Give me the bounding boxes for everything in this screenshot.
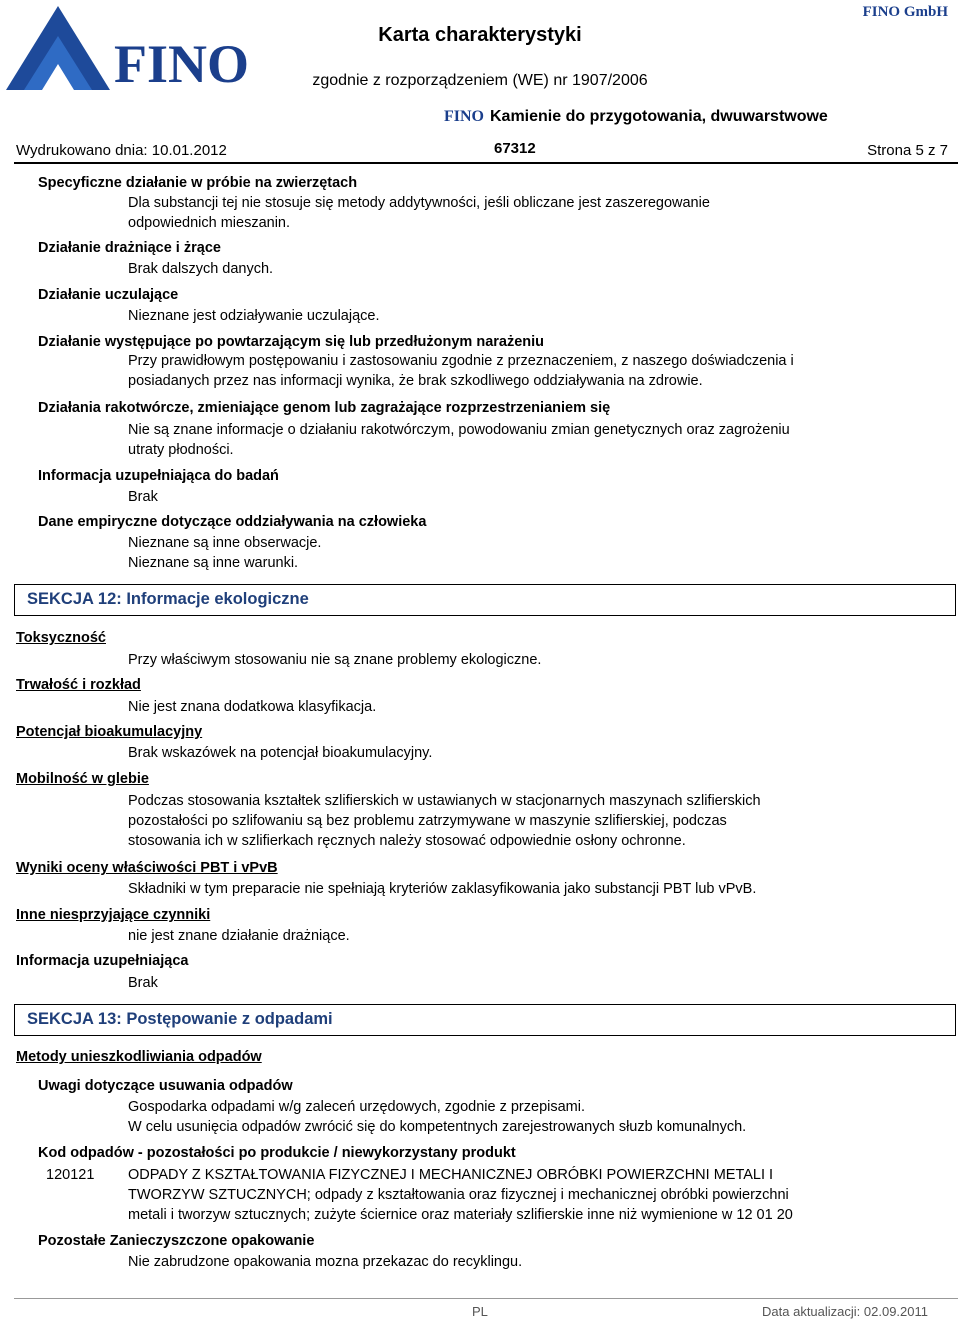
product-line (444, 108, 828, 126)
regulation-line: zgodnie z rozporządzeniem (WE) nr 1907/2006 (312, 72, 648, 89)
text-disposal-notes-2: W celu usunięcia odpadów zwrócić się do kompetentnych zarejestrowanych słuzb komunalnych. (128, 1119, 747, 1135)
footer-language: PL (472, 1304, 488, 1319)
text-human-data-2: Nieznane są inne warunki. (128, 555, 299, 571)
text-toxicity: Przy właściwym stosowaniu nie są znane problemy ekologiczne. (128, 652, 542, 668)
text-irritation: Brak dalszych danych. (128, 261, 274, 277)
text-soil-mobility-3: stosowania ich w szlifierkach ręcznych należy stosować odpowiednie osłony ochronne. (128, 833, 686, 849)
text-carcinogenic-1: Nie są znane informacje o działaniu rakotwórczym, powodowaniu zmian genetycznych oraz zagrożeniu (128, 422, 790, 438)
text-soil-mobility-2: pozostałości po szlifowaniu są bez problemu zatrzymywane w maszynie szlifierskiej, podczas (128, 813, 727, 829)
text-animal-test-1: Dla substancji tej nie stosuje się metody addytywności, jeśli obliczane jest zaszeregowanie (128, 195, 710, 211)
document-title: Karta charakterystyki (378, 24, 582, 46)
product-name: Kamienie do przygotowania, dwuwarstwowe (490, 108, 828, 125)
page-number: Strona 5 z 7 (867, 142, 948, 159)
heading-animal-test: Specyficzne działanie w próbie na zwierzętach (38, 175, 358, 191)
company-name: FINO GmbH (862, 4, 948, 20)
text-waste-code-3: metali i tworzyw sztucznych; zużyte ściernice oraz materiały szlifierskie inne niż wymienione w 12 01 20 (128, 1207, 793, 1223)
product-number: 67312 (494, 140, 536, 157)
footer-updated: Data aktualizacji: 02.09.2011 (762, 1304, 928, 1319)
heading-toxicity: Toksyczność (16, 630, 106, 646)
text-disposal-notes-1: Gospodarka odpadami w/g zaleceń urzędowych, zgodnie z przepisami. (128, 1099, 585, 1115)
text-repeated-exposure-2: posiadanych przez nas informacji wynika, że brak szkodliwego oddziaływania na zdrowie. (128, 373, 703, 389)
text-persistence: Nie jest znana dodatkowa klasyfikacja. (128, 699, 377, 715)
heading-other-effects: Inne niesprzyjające czynniki (16, 907, 211, 923)
heading-repeated-exposure: Działanie występujące po powtarzającym się lub przedłużonym narażeniu (38, 334, 545, 350)
text-waste-code-2: TWORZYW SZTUCZNYCH; odpady z kształtowania oraz fizycznej i mechanicznej obróbki powierzchni (128, 1187, 789, 1203)
heading-soil-mobility: Mobilność w glebie (16, 771, 149, 787)
heading-human-data: Dane empiryczne dotyczące oddziaływania na człowieka (38, 514, 427, 530)
text-pbt: Składniki w tym preparacie nie spełniają kryteriów zaklasyfikowania jako substancji PBT lub vPvB. (128, 881, 757, 897)
text-bioaccumulation: Brak wskazówek na potencjał bioakumulacyjny. (128, 745, 433, 761)
section-13-title: SEKCJA 13: Postępowanie z odpadami (27, 1010, 333, 1028)
heading-eco-supplementary: Informacja uzupełniająca (16, 953, 189, 969)
section-12-header (14, 584, 956, 616)
text-eco-supplementary: Brak (128, 975, 158, 991)
heading-disposal-notes: Uwagi dotyczące usuwania odpadów (38, 1078, 293, 1094)
product-logo: FINO (444, 108, 484, 125)
section-12-title: SEKCJA 12: Informacje ekologiczne (27, 590, 309, 608)
heading-carcinogenic: Działania rakotwórcze, zmieniające genom lub zagrażające rozprzestrzenianiem się (38, 400, 611, 416)
heading-bioaccumulation: Potencjał bioakumulacyjny (16, 724, 203, 740)
text-human-data-1: Nieznane są inne obserwacje. (128, 535, 322, 551)
heading-waste-code: Kod odpadów - pozostałości po produkcie / niewykorzystany produkt (38, 1145, 516, 1161)
text-carcinogenic-2: utraty płodności. (128, 442, 234, 458)
text-other-effects: nie jest znane działanie drażniące. (128, 928, 350, 944)
heading-sensitization: Działanie uczulające (38, 287, 179, 303)
heading-disposal-methods: Metody unieszkodliwiania odpadów (16, 1049, 262, 1065)
text-sensitization: Nieznane jest odziaływanie uczulające. (128, 308, 380, 324)
text-soil-mobility-1: Podczas stosowania kształtek szlifierskich w ustawianych w stacjonarnych maszynach szlifierskich (128, 793, 761, 809)
text-supplementary-tests: Brak (128, 489, 158, 505)
text-repeated-exposure-1: Przy prawidłowym postępowaniu i zastosowaniu zgodnie z przeznaczeniem, z naszego doświadczenia i (128, 353, 794, 369)
text-animal-test-2: odpowiednich mieszanin. (128, 215, 291, 231)
heading-packaging: Pozostałe Zanieczyszczone opakowanie (38, 1233, 315, 1249)
text-packaging: Nie zabrudzone opakowania mozna przekazac do recyklingu. (128, 1254, 523, 1270)
logo-text: FINO (114, 34, 249, 94)
printed-date: Wydrukowano dnia: 10.01.2012 (16, 142, 227, 159)
heading-pbt: Wyniki oceny właściwości PBT i vPvB (16, 860, 278, 876)
section-13-header (14, 1004, 956, 1036)
text-waste-code-1: ODPADY Z KSZTAŁTOWANIA FIZYCZNEJ I MECHANICZNEJ OBRÓBKI POWIERZCHNI METALI I (128, 1167, 774, 1183)
footer-divider (14, 1298, 958, 1299)
heading-persistence: Trwałość i rozkład (16, 677, 141, 693)
header-divider (14, 162, 958, 164)
heading-irritation: Działanie drażniące i żrące (38, 240, 221, 256)
heading-supplementary-tests: Informacja uzupełniająca do badań (38, 468, 279, 484)
waste-code: 120121 (46, 1167, 95, 1183)
